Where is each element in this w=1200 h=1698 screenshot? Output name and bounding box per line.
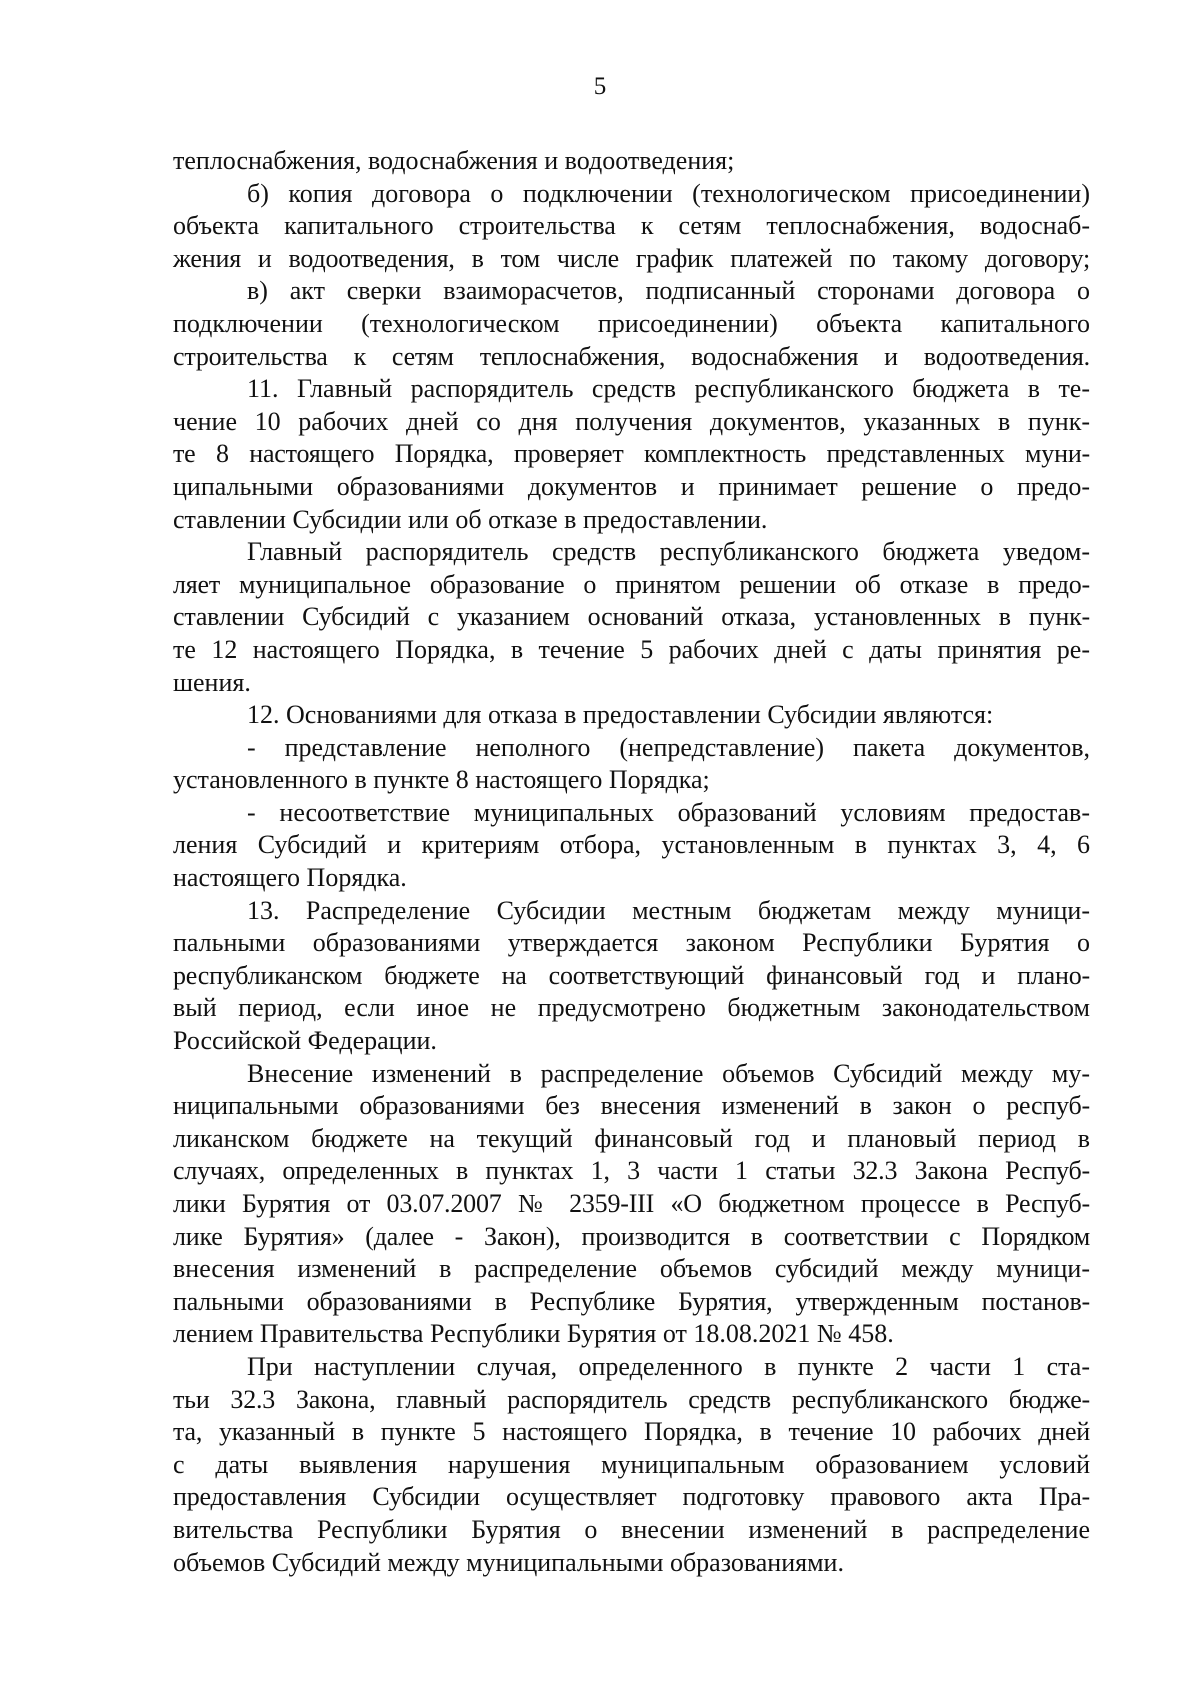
text-line: 12. Основаниями для отказа в предоставлении Субсидии являются: — [247, 700, 994, 730]
text-line: те 8 настоящего Порядка, проверяет комплектность представленных муни- — [173, 439, 1090, 469]
text-line: ликанском бюджете на текущий финансовый год и плановый период в — [173, 1123, 1090, 1153]
text-line: чение 10 рабочих дней со дня получения документов, указанных в пунк- — [173, 406, 1090, 436]
text-line: ниципальными образованиями без внесения изменений в закон о респуб- — [173, 1091, 1090, 1121]
text-line: объемов Субсидий между муниципальными образованиями. — [173, 1547, 844, 1577]
text-line: с даты выявления нарушения муниципальным образованием условий — [173, 1449, 1090, 1479]
page-number: 5 — [593, 73, 607, 100]
document-body — [173, 145, 1090, 1579]
text-line: установленного в пункте 8 настоящего Порядка; — [173, 765, 710, 795]
text-line: ставлении Субсидии или об отказе в предоставлении. — [173, 504, 768, 534]
text-line: настоящего Порядка. — [173, 863, 407, 893]
text-line: подключении (технологическом присоединении) объекта капитального — [173, 308, 1090, 338]
text-line: та, указанный в пункте 5 настоящего Порядка, в течение 10 рабочих дней — [173, 1417, 1090, 1447]
text-line: 11. Главный распорядитель средств республиканского бюджета в те- — [247, 374, 1090, 404]
text-line: пальными образованиями утверждается законом Республики Бурятия о — [173, 928, 1090, 958]
text-line: ления Субсидий и критериям отбора, установленным в пунктах 3, 4, 6 — [173, 830, 1090, 860]
text-line: ципальными образованиями документов и принимает решение о предо- — [173, 471, 1090, 501]
text-line: Российской Федерации. — [173, 1026, 437, 1056]
text-line: предоставления Субсидии осуществляет подготовку правового акта Пра- — [173, 1482, 1090, 1512]
text-line: вительства Республики Бурятия о внесении изменений в распределение — [173, 1514, 1090, 1544]
text-line: объекта капитального строительства к сетям теплоснабжения, водоснаб- — [173, 211, 1090, 241]
text-line: в) акт сверки взаиморасчетов, подписанный сторонами договора о — [247, 276, 1090, 306]
text-line: 13. Распределение Субсидии местным бюджетам между муници- — [247, 895, 1090, 925]
text-line: ляет муниципальное образование о принятом решении об отказе в предо- — [173, 569, 1090, 599]
text-line: лики Бурятия от 03.07.2007 № 2359-III «О бюджетном процессе в Респуб- — [173, 1189, 1090, 1218]
text-line: те 12 настоящего Порядка, в течение 5 рабочих дней с даты принятия ре- — [173, 634, 1090, 664]
text-line: лением Правительства Республики Бурятия от 18.08.2021 № 458. — [173, 1319, 894, 1349]
text-line: Внесение изменений в распределение объемов Субсидий между му- — [247, 1058, 1090, 1088]
text-line: - несоответствие муниципальных образований условиям предостав- — [247, 797, 1090, 827]
text-line: случаях, определенных в пунктах 1, 3 части 1 статьи 32.3 Закона Респуб- — [173, 1156, 1090, 1186]
text-line: вый период, если иное не предусмотрено бюджетным законодательством — [173, 993, 1090, 1023]
text-line: б) копия договора о подключении (технологическом присоединении) — [247, 178, 1090, 208]
text-line: жения и водоотведения, в том числе график платежей по такому договору; — [173, 243, 1090, 273]
text-line: строительства к сетям теплоснабжения, водоснабжения и водоотведения. — [173, 341, 1090, 371]
text-line: республиканском бюджете на соответствующий финансовый год и плано- — [173, 960, 1090, 990]
text-line: тьи 32.3 Закона, главный распорядитель средств республиканского бюдже- — [173, 1384, 1090, 1414]
text-line: При наступлении случая, определенного в пункте 2 части 1 ста- — [247, 1351, 1090, 1381]
text-line: Главный распорядитель средств республиканского бюджета уведом- — [247, 537, 1090, 567]
text-line: пальными образованиями в Республике Бурятия, утвержденным постанов- — [173, 1286, 1090, 1316]
text-line: - представление неполного (непредставление) пакета документов, — [247, 732, 1090, 762]
text-line: теплоснабжения, водоснабжения и водоотведения; — [173, 146, 735, 175]
text-line: шения. — [173, 667, 251, 697]
text-line: внесения изменений в распределение объемов субсидий между муници- — [173, 1254, 1090, 1284]
text-line: лике Бурятия» (далее - Закон), производится в соответствии с Порядком — [173, 1221, 1090, 1251]
text-line: ставлении Субсидий с указанием оснований отказа, установленных в пунк- — [173, 602, 1090, 632]
